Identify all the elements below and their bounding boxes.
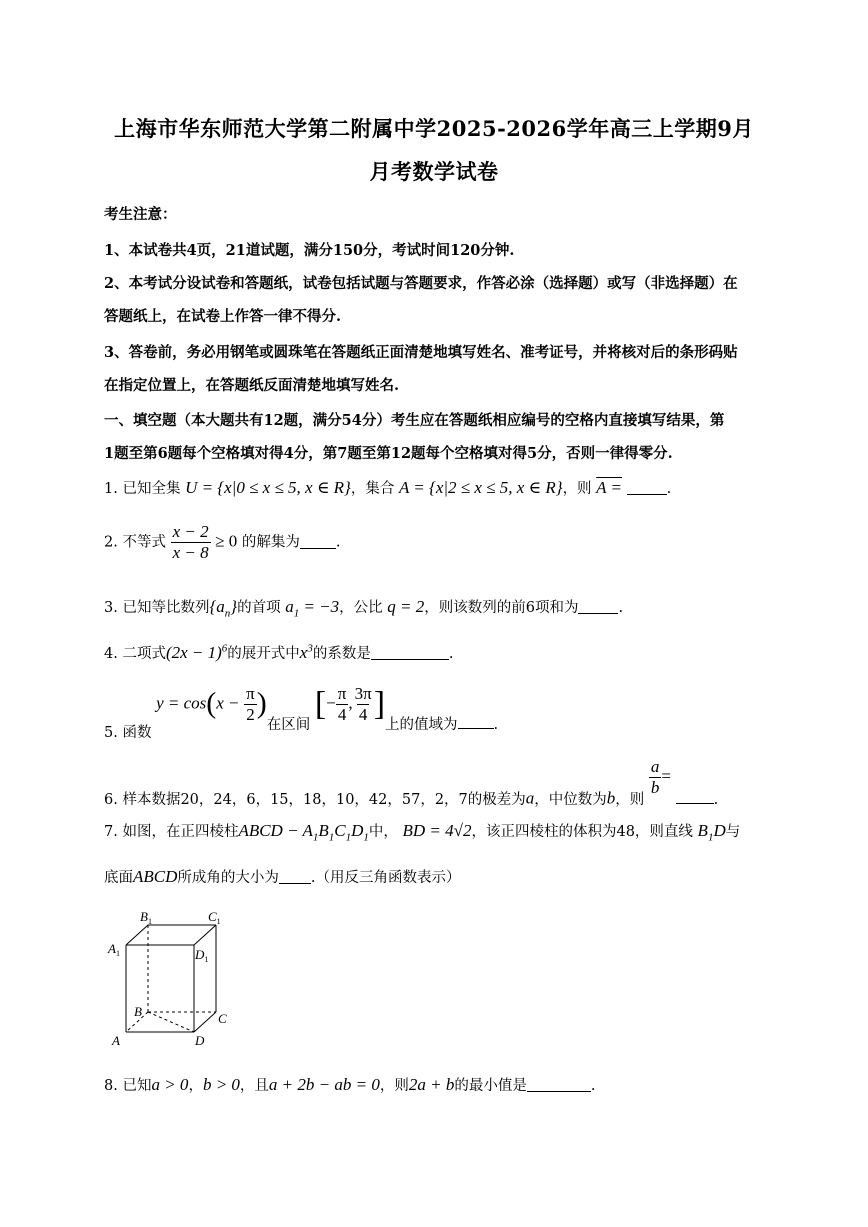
- q4-text: 4. 二项式: [104, 646, 166, 662]
- q5-pi: π: [246, 684, 255, 703]
- notice-item-2a: 2、本考试分设试卷和答题纸，试卷包括试题与答题要求，作答必涂（选择题）或写（非选择题）在: [104, 275, 738, 292]
- q4-period: .: [448, 646, 454, 662]
- notice-item-3b: 在指定位置上，在答题纸反面清楚地填写姓名.: [104, 377, 400, 394]
- q6-text: 6. 样本数据20，24，6，15，18，10，42，57，2，7的极差为: [104, 791, 526, 808]
- label-a1: $A_1$: [108, 941, 120, 958]
- q8-text-3: ，且: [239, 1078, 269, 1094]
- label-c: C: [218, 1011, 227, 1026]
- q7-text-6: 所成角的大小为: [177, 870, 279, 886]
- q7-text: 7. 如图，在正四棱柱: [104, 824, 239, 840]
- q8-expression: 2a + b: [408, 1075, 455, 1094]
- q7-bd: BD = 4√2: [402, 821, 472, 840]
- question-1: [104, 477, 671, 498]
- q7-prism: ABCD − $A_1B_1C_1D_1$: [238, 821, 369, 844]
- q1-answer-blank[interactable]: [627, 480, 667, 495]
- q2-inequality: ≥ 0: [215, 531, 238, 551]
- q5-text: 5. 函数: [104, 724, 152, 741]
- q6-num: a: [650, 757, 660, 776]
- q6-text-3: ，则: [615, 791, 645, 808]
- q7-answer-blank[interactable]: [279, 869, 311, 884]
- q5-two: 2: [246, 705, 255, 724]
- notice-heading: 考生注意：: [104, 206, 177, 223]
- label-a: A: [112, 1033, 120, 1048]
- section1-intro-line2: 1题至第6题每个空格填对得4分，第7题至第12题每个空格填对得5分，否则一律得零分.: [104, 445, 673, 462]
- q1-text: 1. 已知全集: [104, 481, 181, 497]
- q8-period: .: [590, 1078, 596, 1094]
- q4-text-2: 的展开式中: [227, 646, 300, 662]
- q6-period: .: [713, 791, 719, 808]
- q5-rparen: ): [256, 686, 267, 720]
- q5-text-3: 上的值域为: [385, 716, 458, 733]
- q6-den: b: [650, 778, 660, 797]
- notice-item-3a: 3、答卷前，务必用钢笔或圆珠笔在答题纸正面清楚地填写姓名、准考证号，并将核对后的条形码贴: [104, 344, 738, 361]
- q3-text-4: ，则该数列的前6项和为: [424, 600, 579, 616]
- notice-item-1: 1、本试卷共4页，21道试题，满分150分，考试时间120分钟.: [104, 242, 515, 259]
- question-3: [104, 596, 623, 619]
- question-4: [104, 642, 453, 663]
- q5-pi-over-2: [244, 684, 257, 725]
- q8-text: 8. 已知: [104, 1078, 152, 1094]
- edge-dc: [194, 1012, 216, 1032]
- label-d1: $D_1$: [195, 947, 209, 964]
- q5-answer-blank[interactable]: [458, 714, 494, 729]
- prism-figure: [104, 905, 244, 1055]
- section1-intro-line1: 一、填空题（本大题共有12题，满分54分）考生应在答题纸相应编号的空格内直接填写结果，第: [104, 412, 725, 429]
- label-c1: $C_1$: [208, 909, 221, 926]
- q5-arg: x −: [216, 693, 240, 713]
- q3-a-sub: 1: [293, 607, 300, 620]
- q7-text-4: 与: [725, 824, 741, 840]
- label-d: D: [195, 1033, 205, 1048]
- q5-a2d: 4: [358, 705, 368, 724]
- q3-a-val: = −3: [299, 597, 340, 616]
- q5-rbracket: ]: [373, 685, 386, 723]
- q1-text-3: ，则: [562, 481, 592, 497]
- q7-prism-a: ABCD − A: [238, 821, 313, 840]
- q3-ratio: q = 2: [387, 597, 425, 616]
- q2-fraction: [171, 522, 211, 563]
- q7-text-5: 底面: [104, 870, 133, 886]
- q8-equation: a + 2b − ab = 0: [268, 1075, 380, 1094]
- label-b: B: [134, 1004, 142, 1019]
- q6-b: b: [606, 788, 616, 808]
- q5-text-2: 在区间: [266, 716, 311, 733]
- q8-cond-b: b > 0: [202, 1075, 240, 1094]
- q1-period: .: [666, 481, 672, 497]
- q5-period: .: [493, 716, 499, 733]
- q5-lparen: (: [206, 686, 217, 720]
- q1-complement: A =: [596, 478, 622, 497]
- q8-text-2: ，: [188, 1078, 203, 1094]
- q3-text-2: 的首项: [237, 600, 281, 616]
- q7-b: B: [697, 821, 708, 840]
- q7-d: D: [713, 821, 726, 840]
- q4-term: [300, 643, 313, 662]
- q8-answer-blank[interactable]: [527, 1077, 591, 1092]
- q1-text-2: ，集合: [350, 481, 395, 497]
- q8-cond-a: a > 0: [151, 1075, 189, 1094]
- q4-binom: (2x − 1): [165, 643, 222, 662]
- question-6: [104, 757, 718, 809]
- q3-text: 3. 已知等比数列: [104, 600, 210, 616]
- question-8: [104, 1074, 595, 1095]
- q8-text-5: 的最小值是: [454, 1078, 527, 1094]
- question-2: [104, 522, 341, 563]
- q6-eq: =: [661, 766, 671, 786]
- q3-period: .: [618, 600, 624, 616]
- q5-a1n: π: [337, 684, 347, 703]
- q4-x: x: [299, 643, 308, 662]
- q4-x-exp: 3: [307, 642, 313, 655]
- q5-left-endpoint: [336, 684, 349, 725]
- q4-binomial: [166, 643, 227, 662]
- question-7-line2: [104, 866, 461, 887]
- q3-answer-blank[interactable]: [578, 599, 618, 614]
- q5-right-endpoint: [353, 684, 374, 725]
- q4-text-3: 的系数是: [312, 646, 371, 662]
- q3-seq-sub: n: [224, 607, 231, 620]
- q6-fraction: [649, 757, 662, 798]
- edge-d1c1: [194, 925, 216, 945]
- edge-bd: [148, 1012, 194, 1032]
- q3-a: a: [285, 597, 294, 616]
- q7-text-7: .（用反三角函数表示）: [310, 870, 461, 886]
- q7-text-3: ，该正四棱柱的体积为48，则直线: [471, 824, 693, 840]
- q3-seq-a: {a: [209, 597, 225, 616]
- q2-denominator: x − 8: [172, 543, 209, 562]
- edge-a1b1: [126, 925, 148, 945]
- question-5: 5. 函数 y = cos(x − $\frac{\pi}{2}$ )在区间 [− $\frac{\pi}{4}$ , $\frac{3\pi}{4}$ ]上的值域为 .: [104, 684, 499, 741]
- q1-set-a: A = {x|2 ≤ x ≤ 5, x ∈ R}: [398, 478, 563, 497]
- q7-abcd: ABCD: [133, 867, 178, 886]
- q6-answer-blank[interactable]: [676, 789, 714, 804]
- q6-a: a: [525, 788, 535, 808]
- q7-line: $B_1D$: [697, 821, 726, 844]
- q3-text-3: ，公比: [339, 600, 383, 616]
- q2-text: 2. 不等式: [104, 534, 166, 551]
- q2-numerator: x − 2: [172, 522, 209, 541]
- q2-period: .: [335, 534, 341, 551]
- q6-text-2: ，中位数为: [534, 791, 607, 808]
- question-7-line1: [104, 820, 740, 843]
- q2-answer-blank[interactable]: [300, 534, 336, 549]
- q3-first-term: [285, 597, 340, 620]
- exam-title-line2: 月考数学试卷: [369, 159, 499, 184]
- q4-answer-blank[interactable]: [371, 645, 449, 660]
- q3-sequence: $\{a_n\}$: [209, 597, 238, 620]
- q1-set-u: U = {x|0 ≤ x ≤ 5, x ∈ R}: [185, 478, 351, 497]
- q2-text-2: 的解集为: [241, 534, 300, 551]
- notice-item-2b: 答题纸上，在试卷上作答一律不得分.: [104, 308, 342, 325]
- q7-text-2: 中，: [368, 824, 398, 840]
- q4-exp: 6: [221, 642, 228, 655]
- q8-text-4: ，则: [379, 1078, 409, 1094]
- q5-a1d: 4: [337, 705, 347, 724]
- q5-a2n: 3π: [354, 684, 372, 703]
- q5-lbracket: [: [314, 685, 327, 723]
- exam-title-line1: 上海市华东师范大学第二附属中学2025-2026学年高三上学期9月: [114, 116, 754, 141]
- label-b1: $B_1$: [140, 909, 152, 926]
- q5-cos: y = cos: [156, 693, 207, 713]
